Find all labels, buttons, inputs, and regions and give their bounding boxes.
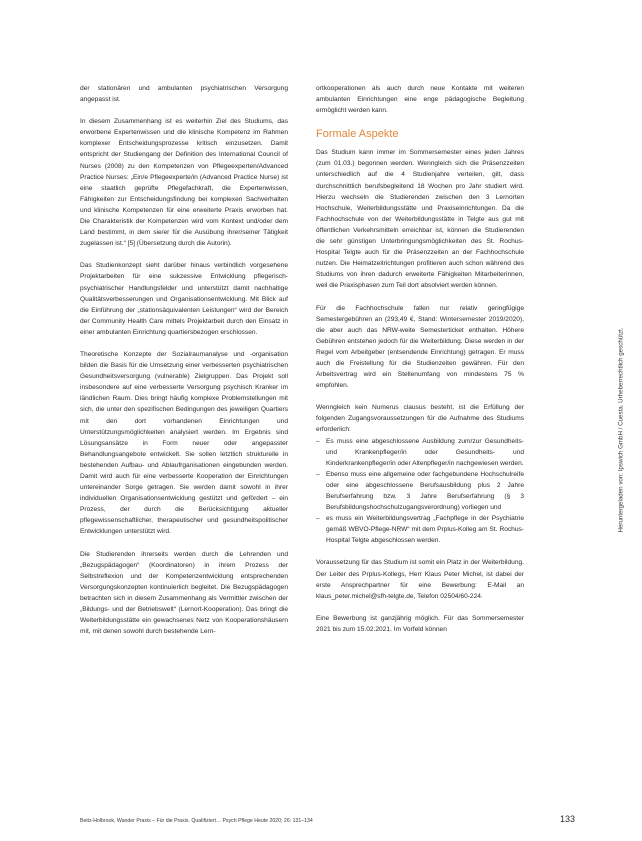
body-paragraph: Das Studium kann immer im Sommersemester eines jeden Jahres (zum 01.03.) begonnen werden. Wenngleich sich die Präsenzzeiten unterschiedlich auf die 4 Studienjahre verteilen, gilt, dass durchschnittlich berufsbegleitend 18 Wochen pro Jahr studiert wird. Hierzu wechseln die Studierenden zwischen den 3 Lernorten Hochschule, Weiterbildungsstätte und Praxiseinrichtungen. Da die Fachhochschule von der Weiterbildungsstätte in Telgte aus gut mit öffentlichen Verkehrsmitteln erreichbar ist, können die Studierenden die sehr günstigen Unterbringungsmöglichkeiten des St. Rochus-Hospital Telgte auch für die Präsenzzeiten an der Fachhochschule nutzen. Die Heimatzeitrichtungen profitieren auch schon während des Studiums von ihren dadurch erweiterte Fähigkeiten Mitarbeiterinnen, weil die Praxisphasen zum Teil dort absolviert werden können. [316,149,524,290]
body-paragraph: der stationären und ambulanten psychiatrischen Versorgung angepasst ist. [80,85,288,104]
requirements-list [316,436,524,547]
body-paragraph: Für die Fachhochschule fallen nur relativ geringfügige Semestergebühren an (293,49 €, Stand: Wintersemester 2019/2020), die aber auch das NRW-weite Semesterticket enthalten. Höhere Gebühren entstehen jedoch für die Weiterbildung. Diese werden in der Regel vom Arbeitgeber (entsendende Einrichtung) getragen. Er muss auch die Freistellung für die Studienzeiten gewähren. Für den Arbeitsvertrag wird ein Stellenumfang von mindestens 75 % empfohlen. [316,304,524,390]
body-paragraph: In diesem Zusammenhang ist es weiterhin Ziel des Studiums, das erworbene Expertenwissen und die klinische Kompetenz im Rahmen komplexer Entscheidungsprozesse kritisch einzusetzen. Damit entspricht der Studiengang der Definition des International Council of Nurses (2008) zu den Kompetenzen von Pflegeexperten/Advanced Practice Nurses: „Ein/e Pflegeexperte/in (Advanced Practice Nurse) ist eine staatlich geprüfte Pflegefachkraft, die Expertenwissen, Fähigkeiten zur Entscheidungsfindung bei komplexen Sachverhalten und klinische Kompetenzen für eine erweiterte Praxis erworben hat. Die Charakteristik der Kompetenzen wird vom Kontext und/oder dem Land bestimmt, in dem sie/er für die Ausübung ihrer/seiner Tätigkeit zugelassen ist.“ [5] (Übersetzung durch die Autorin). [80,118,288,248]
body-paragraph: Das Studienkonzept sieht darüber hinaus verbindlich vorgesehene Projektarbeiten für eine sukzessive Entwicklung pflegerisch-psychiatrischer Handlungsfelder und unterstützt damit nachhaltige Qualitätsverbesserungen und Organisationsentwicklung. Mit Blick auf die Einführung der „stationsäquivalenten Leistungen“ wird der Bereich der Community Health Care mittels Projektarbeit durch den Einsatz in einer ambulanten Einrichtung quartiersbezogen erschlossen. [80,262,288,336]
side-note-text: Heruntergeladen von: Ipswich GmbH / Cuesta. Urheberrechtlich geschützt. [617,327,625,533]
download-side-note [613,220,629,640]
right-column [316,83,524,635]
list-item: – Es muss eine abgeschlossene Ausbildung zum/zur Gesundheits- und Krankenpfleger/in oder Gesundheits- und Kinderkrankenpfleger/in oder Altenpfleger/in nachgewiesen werden. [316,436,524,469]
body-paragraph: Theoretische Konzepte der Sozialraumanalyse und -organisation bilden die Basis für die Umsetzung einer verbesserten psychiatrischen Gesundheitsversorgung (vulnerable) Zielgruppen. Das Projekt soll insbesondere auf eine verbesserte Versorgung psychisch Kranker im ländlichen Raum. Dies bringt häufig komplexe Problemstellungen mit sich, die unter den spezifischen Bedingungen des jeweiligen Quartiers mit den dort vorhandenen Einrichtungen und Unterstützungsmöglichkeiten analysiert werden. Im Ergebnis sind Lösungsansätze in Form neuer oder angepasster Behandlungsangebote entwickelt. Sie sollen letztlich strukturelle in bestehenden Aufbau- und Ablaufrganisationen eingebunden werden. Damit wird auch für eine verbesserte Kooperation der Einrichtungen untereinander Sorge getragen. Sie werden damit sowohl in ihrer individuellen Organisationsentwicklung gestützt und gefördert – ein Prozess, der durch die Berücksichtigung aktueller pflegewissenschaftlicher, therapeutischer und gesundheitspolitischer Entwicklungen unterstützt wird. [80,350,288,536]
left-column [80,83,288,637]
page-number: 133 [560,814,576,824]
body-paragraph: Eine Bewerbung ist ganzjährig möglich. Für das Sommersemester 2021 bis zum 15.02.2021. Im Vorfeld können [316,614,524,633]
list-item: – Ebenso muss eine allgemeine oder fachgebundene Hochschulreife oder eine abgeschlossene Berufsausbildung plus 2 Jahre Berufserfahrung bzw. 3 Jahre Berufserfahrung (§ 3 Berufsbildungshochschulzugangsverordnung) vorliegen und [316,469,524,513]
list-item: – es muss ein Weiterbildungsvertrag „Fachpflege in der Psychiatrie gemäß WBVO-Pflege-NRW“ mit dem Prplus-Kolleg am St. Rochus-Hospital Telgte abgeschlossen werden. [316,513,524,546]
body-paragraph: Voraussetzung für das Studium ist somit ein Platz in der Weiterbildung. Der Leiter des Prplus-Kollegs, Herr Klaus Peter Michel, ist dabei der erste Ansprechpartner für eine Bewerbung: E-Mail an klaus_peter.michel@sfh-telgte.de, Telefon 02504/60-224. [316,559,524,600]
body-paragraph: ortkooperationen als auch durch neue Kontakte mit weiteren ambulanten Einrichtungen eine enge pädagogische Begleitung ermöglicht werden kann. [316,85,524,115]
body-paragraph: Wenngleich kein Numerus clausus besteht, ist die Erfüllung der folgenden Zugangsvoraussetzungen für die Aufnahme des Studiums erforderlich: [316,404,524,434]
body-paragraph: Die Studierenden ihrerseits werden durch die Lehrenden und „Bezugspädagogen“ (Koordinatoren) in ihrem Prozess der Selbstreflexion und der Kompetenzentwicklung entsprechenden Versorgungskonzepten kontinuierlich begleitet. Die Bezugspädagogen betrachten sich in diesem Zusammenhang als Vermittler zwischen der „Bildungs- und der Betriebswelt“ (Lernort-Kooperation). Das bringt die Weiterbildungsstätte ein gewachsenes Netz von Kooperationshäusern mit, mit denen sowohl durch bestehende Lern- [80,550,288,636]
section-heading: Formale Aspekte [316,128,399,141]
page-footer: Beitz-Holbrook, Wander Praxis – Für die Praxis. Qualifiziert… Psych Pflege Heute 2020; 26: 131–134 [80,818,313,824]
